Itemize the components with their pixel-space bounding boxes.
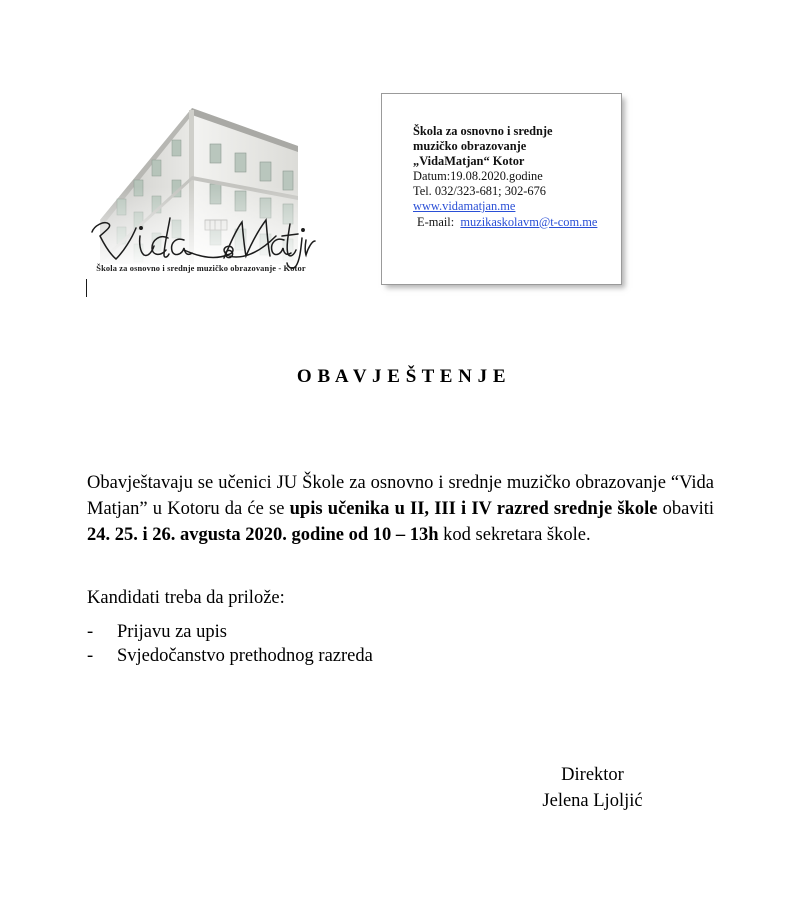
- requirements-list: [87, 620, 587, 668]
- contact-school-line-3: „VidaMatjan“ Kotor: [413, 154, 525, 169]
- list-item-label: Prijavu za upis: [117, 622, 227, 642]
- contact-website-line: [413, 199, 615, 214]
- contact-phone-line: Tel. 032/323-681; 302-676: [413, 184, 547, 199]
- body-segment-2: obaviti: [657, 499, 714, 519]
- contact-email-line: [413, 215, 615, 230]
- contact-info-box: [381, 93, 622, 285]
- letterhead: [0, 0, 803, 310]
- logo-wordmark-script-icon: [84, 210, 316, 272]
- email-link[interactable]: muzikaskolavm@t-com.me: [460, 214, 598, 229]
- body-bold-enrollment: upis učenika u II, III i IV razred srednje škole: [289, 499, 658, 519]
- contact-school-line-2: muzičko obrazovanje: [413, 139, 527, 154]
- contact-info-lines: [413, 124, 615, 230]
- requirements-heading: Kandidati treba da prilože:: [87, 588, 285, 608]
- signature-block: [450, 762, 735, 814]
- body-segment-3: kod sekretara škole.: [438, 525, 591, 545]
- list-item: [87, 620, 587, 644]
- text-cursor-caret: [86, 279, 87, 297]
- body-bold-dates: 24. 25. i 26. avgusta 2020. godine od 10 – 13h: [87, 525, 439, 545]
- contact-school-line-1: Škola za osnovno i srednje: [413, 124, 553, 138]
- email-label: E-mail:: [417, 214, 455, 229]
- body-paragraph: [87, 470, 714, 548]
- signature-role: Direktor: [561, 765, 624, 785]
- list-marker: -: [87, 622, 94, 642]
- list-marker: -: [87, 646, 94, 666]
- body-segment-1: Obavještavaju se učenici JU Škole za osnovno i srednje muzičko obrazovanje “Vida Matjan” u Kotoru da će se: [87, 473, 714, 519]
- logo-tagline: Škola za osnovno i srednje muzičko obrazovanje - Kotor: [96, 264, 306, 273]
- school-logo: [84, 92, 316, 292]
- list-item-label: Svjedočanstvo prethodnog razreda: [117, 646, 373, 666]
- document-title: O B A V J E Š T E N J E: [296, 366, 507, 387]
- contact-date-line: Datum:19.08.2020.godine: [413, 169, 543, 184]
- list-item: [87, 644, 587, 668]
- signature-name: Jelena Ljoljić: [542, 791, 643, 811]
- website-link[interactable]: www.vidamatjan.me: [413, 199, 516, 214]
